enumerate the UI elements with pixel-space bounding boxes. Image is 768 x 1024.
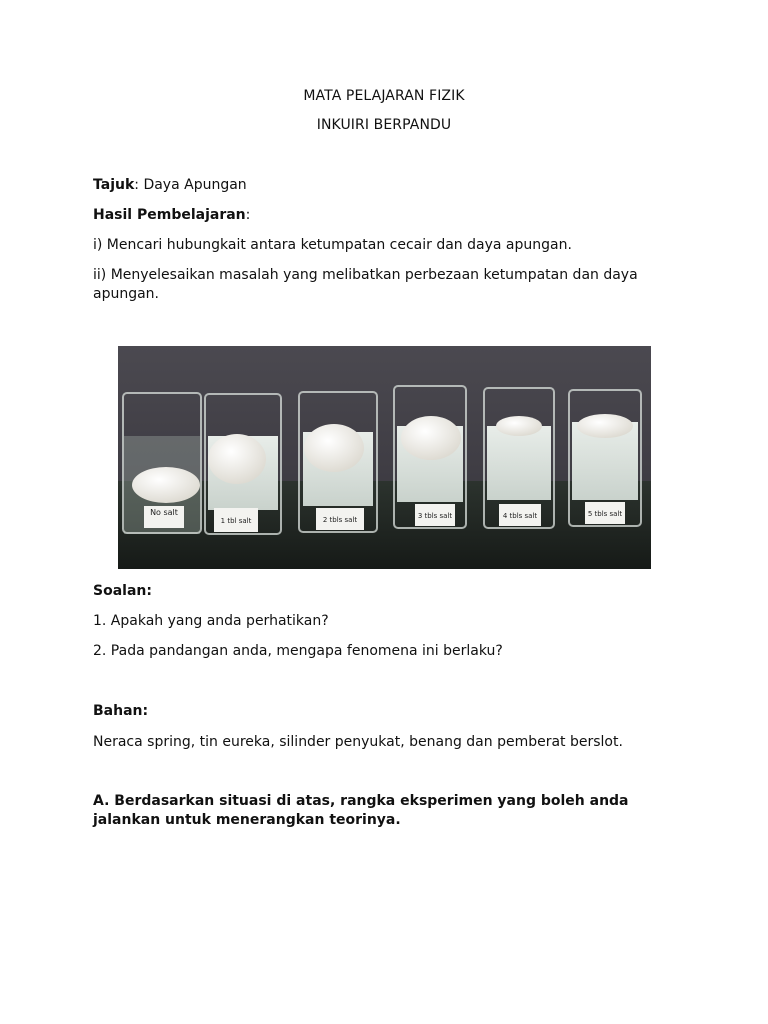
question-2: 2. Pada pandangan anda, mengapa fenomena ini berlaku? (93, 643, 503, 659)
subject-title: MATA PELAJARAN FIZIK (303, 88, 465, 104)
tajuk-line (93, 176, 673, 195)
glass-label-5: 4 tbls salt (502, 512, 538, 520)
hasil-heading (93, 206, 673, 225)
glass-label-3: 2 tbls salt (322, 516, 358, 524)
egg-flotation-photo (118, 346, 651, 569)
question-1: 1. Apakah yang anda perhatikan? (93, 613, 329, 629)
tajuk-value: : Daya Apungan (134, 177, 247, 193)
activity-title: INKUIRI BERPANDU (316, 117, 452, 133)
hasil-label: Hasil Pembelajaran (93, 207, 246, 223)
hasil-colon: : (245, 207, 251, 223)
glass-label-6: 5 tbls salt (587, 510, 623, 518)
objective-2: ii) Menyelesaikan masalah yang melibatkan perbezaan ketumpatan dan daya apungan. (93, 267, 638, 302)
glass-label-4: 3 tbls salt (417, 512, 453, 520)
glass-label-1: No salt (150, 508, 178, 517)
bahan-list: Neraca spring, tin eureka, silinder penyukat, benang dan pemberat berslot. (93, 734, 623, 750)
glass-label-2: 1 tbl salt (220, 517, 252, 525)
soalan-heading: Soalan: (93, 583, 152, 599)
section-a-instruction: A. Berdasarkan situasi di atas, rangka eksperimen yang boleh anda jalankan untuk menerangkan teorinya. (93, 793, 629, 828)
bahan-heading: Bahan: (93, 703, 149, 719)
tajuk-label: Tajuk (93, 177, 135, 193)
objective-1: i) Mencari hubungkait antara ketumpatan cecair dan daya apungan. (93, 237, 572, 253)
